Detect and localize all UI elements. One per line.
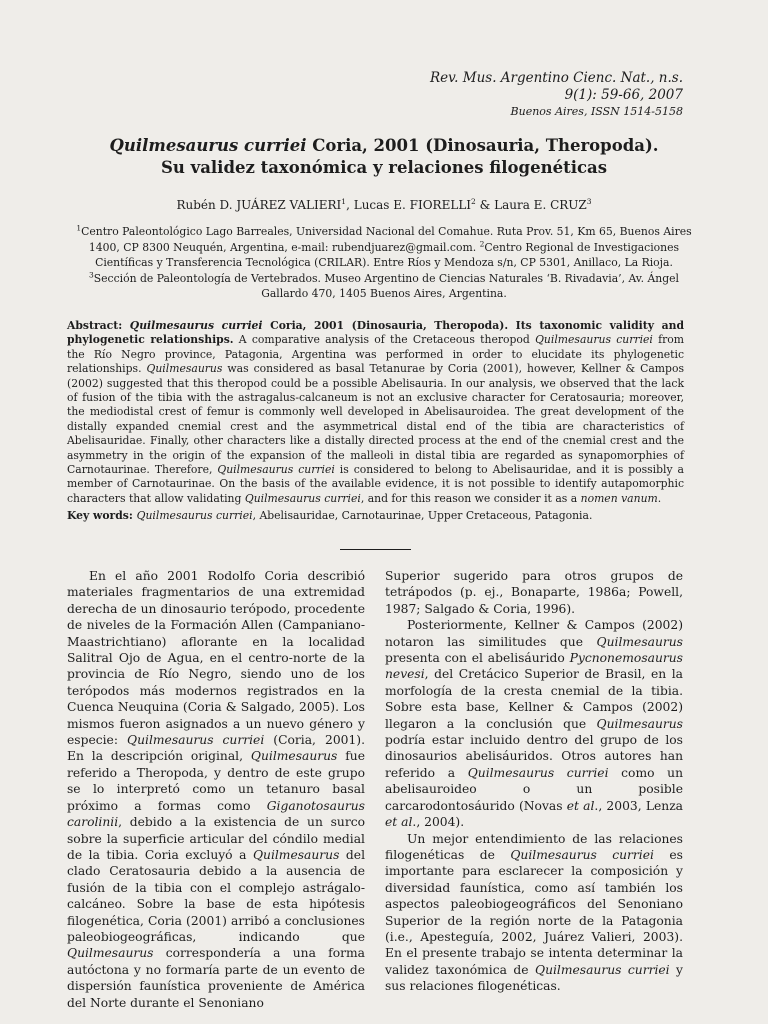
journal-name: Rev. Mus. Argentino Cienc. Nat., n.s.: [429, 70, 683, 86]
abstract-title-species: Quilmesaurus curriei: [129, 319, 263, 332]
abstract-text: A comparative analysis of the Cretaceous theropod: [233, 333, 536, 347]
title-line2: Su validez taxonómica y relaciones filogenéticas: [160, 158, 608, 177]
body-paragraph: Posteriormente, Kellner & Campos (2002) notaron las similitudes que Quilmesaurus presenta con el abelisáurido Pycnonemosaurus nevesi, del Cretácico Superior de Brasil, en la morfología de la cresta cnemial de la tibia. Sobre esta base, Kellner & Campos (2002) llegaron a la conclusión que Quilmesaurus podría estar incluido dentro del grupo de los dinosaurios abelisáuridos. Otros autores han referido a Quilmesaurus curriei como un abelisauroideo o un posible carcarodontosáurido (Novas et al., 2003, Lenza et al., 2004).: [385, 618, 684, 830]
keywords: [67, 509, 684, 522]
abstract-text: was considered as basal Tetanurae by Coria (2001), however, Kellner & Campos (2002) suggested that this theropod could be a possible Abelisauria. In our analysis, we observed that the lack of fusion of the tibia with the astragalus-calcaneum is not an exclusive character for Ceratosauria; moreover, the mediodistal crest of femur is commonly well developed in Abelisauroidea. The great development of the distally expanded cnemial crest and the asymmetrical distal end of the tibia are characteristics of Abelisauridae. Finally, other characters like a distally directed process at the end of the cnemial crest and the asymmetry in the origin of the expansion of the malleoli in distal tibia are regarded as synapomorphies of Carnotaurinae. Therefore,: [67, 362, 684, 477]
affiliation-1: Centro Paleontológico Lago Barreales, Universidad Nacional del Comahue. Ruta Prov. 51, Km 65, Buenos Aires 1400, CP 8300 Neuquén, Argentina, e-mail: rubendjuarez@gmail.com.: [81, 225, 692, 254]
body-column-right: [385, 568, 683, 995]
affil-1-sup: 1: [76, 223, 82, 233]
abstract-italic: nomen vanum: [580, 491, 658, 505]
abstract-text: , and for this reason we consider it as a: [360, 491, 581, 505]
title-species: Quilmesaurus curriei: [109, 136, 307, 155]
keywords-list: , Abelisauridae, Carnotaurinae, Upper Cretaceous, Patagonia.: [252, 509, 593, 522]
author-separator: &: [475, 198, 495, 212]
body-column-left: [67, 568, 365, 1011]
abstract-italic: Quilmesaurus: [146, 362, 223, 376]
section-divider: [340, 549, 411, 550]
abstract-label: Abstract:: [67, 319, 130, 332]
journal-header: [430, 70, 683, 119]
author-1-sup: 1: [341, 197, 347, 206]
affil-3-sup: 3: [88, 269, 94, 279]
body-paragraph: En el año 2001 Rodolfo Coria describió materiales fragmentarios de una extremidad derecha de un dinosaurio terópodo, procedente de niveles de la Formación Allen (Campaniano-Maastrichtiano) aflorante en la localidad Salitral Ojo de Agua, en el centro-norte de la provincia de Río Negro, siendo uno de los terópodos más modernos registrados en la Cuenca Neuquina (Coria & Salgado, 2005). Los mismos fueron asignados a un nuevo género y especie: Quilmesaurus curriei (Coria, 2001). En la descripción original, Quilmesaurus fue referido a Theropoda, y dentro de este grupo se lo interpretó como un tetanuro basal próximo a formas como Giganotosaurus carolinii, debido a la existencia de un surco sobre la superficie articular del cóndilo medial de la tibia. Coria excluyó a Quilmesaurus del clado Ceratosauria debido a la ausencia de fusión de la tibia con el complejo astrágalo-calcáneo. Sobre la base de esta hipótesis filogenética, Coria (2001) arribó a conclusiones paleobiogeográficas, indicando que Quilmesaurus correspondería a una forma autóctona y no formaría parte de un evento de dispersión faunística proveniente de América del Norte durante el Senoniano: [67, 569, 366, 1010]
author-2: Lucas E. FIORELLI: [353, 198, 472, 212]
author-1: Rubén D. JUÁREZ VALIERI: [176, 198, 342, 212]
body-paragraph: Un mejor entendimiento de las relaciones filogenéticas de Quilmesaurus curriei es importante para esclarecer la composición y diversidad faunística, como así también los aspectos paleobiogeográficos del Senoniano Superior de la región norte de la Patagonia (i.e., Apesteguía, 2002, Juárez Valieri, 2003). En el presente trabajo se intenta determinar la validez taxonómica de Quilmesaurus curriei y sus relaciones filogenéticas.: [385, 831, 683, 994]
author-3-sup: 3: [586, 197, 592, 206]
keywords-label: Key words:: [67, 509, 137, 522]
abstract-italic: Quilmesaurus curriei: [535, 333, 653, 347]
affiliations: [70, 224, 698, 302]
author-list: [70, 198, 698, 212]
abstract-text: from the Río Negro province, Patagonia, Argentina was performed in order to elucidate its phylogenetic relationships.: [67, 333, 685, 376]
author-2-sup: 2: [471, 197, 476, 206]
author-3: Laura E. CRUZ: [494, 198, 587, 212]
article-title: [70, 135, 698, 179]
abstract-text: is considered to belong to Abelisauridae, and it is possibly a member of Carnotaurinae. On the basis of the available evidence, it is not possible to identify autapomorphic characters that allow validating: [67, 463, 684, 505]
abstract-italic: Quilmesaurus curriei: [217, 463, 335, 477]
abstract-italic: Quilmesaurus curriei: [244, 491, 361, 505]
abstract-title: Coria, 2001 (Dinosauria, Theropoda). Its taxonomic validity and phylogenetic relationships.: [67, 319, 684, 347]
journal-city-issn: Buenos Aires, ISSN 1514-5158: [510, 105, 683, 118]
author-separator: ,: [346, 198, 354, 212]
affiliation-2: Centro Regional de Investigaciones Científicas y Transferencia Tecnológica (CRILAR). Entre Ríos y Mendoza s/n, CP 5301, Anillaco, La Rioja.: [95, 240, 680, 269]
journal-issue: 9(1): 59-66, 2007: [564, 87, 683, 103]
abstract: [67, 319, 684, 506]
abstract-text: .: [657, 491, 662, 505]
body-paragraph: Superior sugerido para otros grupos de tetrápodos (p. ej., Bonaparte, 1986a; Powell, 1987; Salgado & Coria, 1996).: [385, 569, 683, 616]
affiliation-3: Sección de Paleontología de Vertebrados. Museo Argentino de Ciencias Naturales ‘B. Rivadavia’, Av. Ángel Gallardo 470, 1405 Buenos Aires, Argentina.: [93, 271, 679, 300]
keyword-species: Quilmesaurus curriei: [136, 509, 253, 522]
affil-2-sup: 2: [479, 238, 485, 248]
title-line1-rest: Coria, 2001 (Dinosauria, Theropoda).: [306, 136, 659, 155]
